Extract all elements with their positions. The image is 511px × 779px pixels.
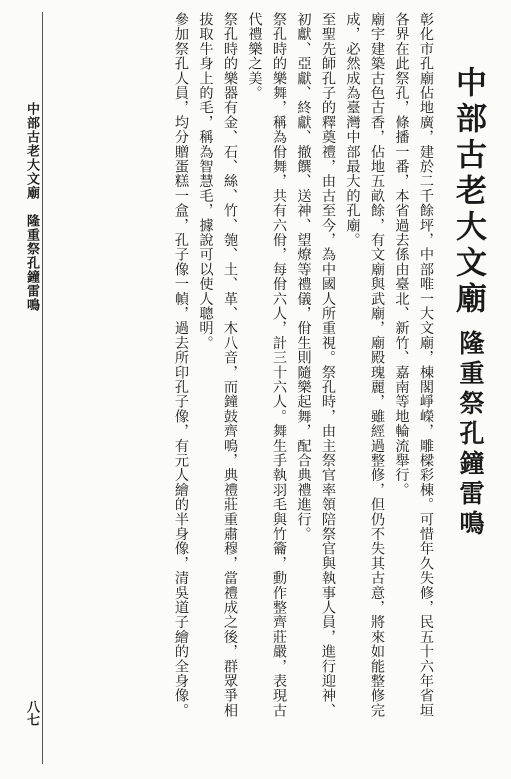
- page-title: 中部古老大文廟: [450, 66, 486, 318]
- page-number: 八七: [24, 700, 39, 726]
- article-body: [28, 12, 438, 732]
- page-subtitle: 隆重祭孔鐘雷鳴: [456, 330, 485, 540]
- paragraph: 彰化市孔廟佔地廣，建於二千餘坪，中部唯一大文廟，棟閣崢嶸，雕樑彩棟。可惜年久失修，民五十六年省垣各界在此祭孔，條播一番，本省過去係由臺北、新竹、嘉南等地輪流舉行。: [393, 12, 434, 718]
- paragraph: 廟宇建築古色古香，佔地五畝餘，有文廟與武廟，廟殿瑰麗，雖經過整修，但仍不失其古意，將來如能整修完成，必然成為臺灣中部最大的孔廟。: [344, 12, 385, 718]
- paragraph: 參加祭孔人員，均分贈蛋糕一盒，孔子像一幀，過去所印孔子像，有元人繪的半身像，清吳道子繪的全身像。: [173, 12, 189, 718]
- paragraph: 祭孔時的樂舞，稱為佾舞，共有六佾，每佾六人，計三十六人。舞生手執羽毛與竹籥，動作整齊莊嚴，表現古代禮樂之美。: [246, 12, 287, 718]
- paragraph: 祭孔時的樂器有金、石、絲、竹、匏、土、革、木八音，而鐘鼓齊鳴，典禮莊重肅穆，當禮成之後，群眾爭相拔取牛身上的毛，稱為智慧毛，據說可以使人聰明。: [197, 12, 238, 718]
- margin-rule: [42, 12, 43, 764]
- paragraph: 至聖先師孔子的釋奠禮，由古至今，為中國人所重視。祭孔時，由主祭官率領陪祭官與執事人員，進行迎神、初獻、亞獻、終獻、撤饌、送神、望燎等禮儀，佾生則隨樂起舞，配合典禮進行。: [295, 12, 336, 718]
- running-header: 中部古老大文廟 隆重祭孔鐘雷鳴: [24, 102, 39, 312]
